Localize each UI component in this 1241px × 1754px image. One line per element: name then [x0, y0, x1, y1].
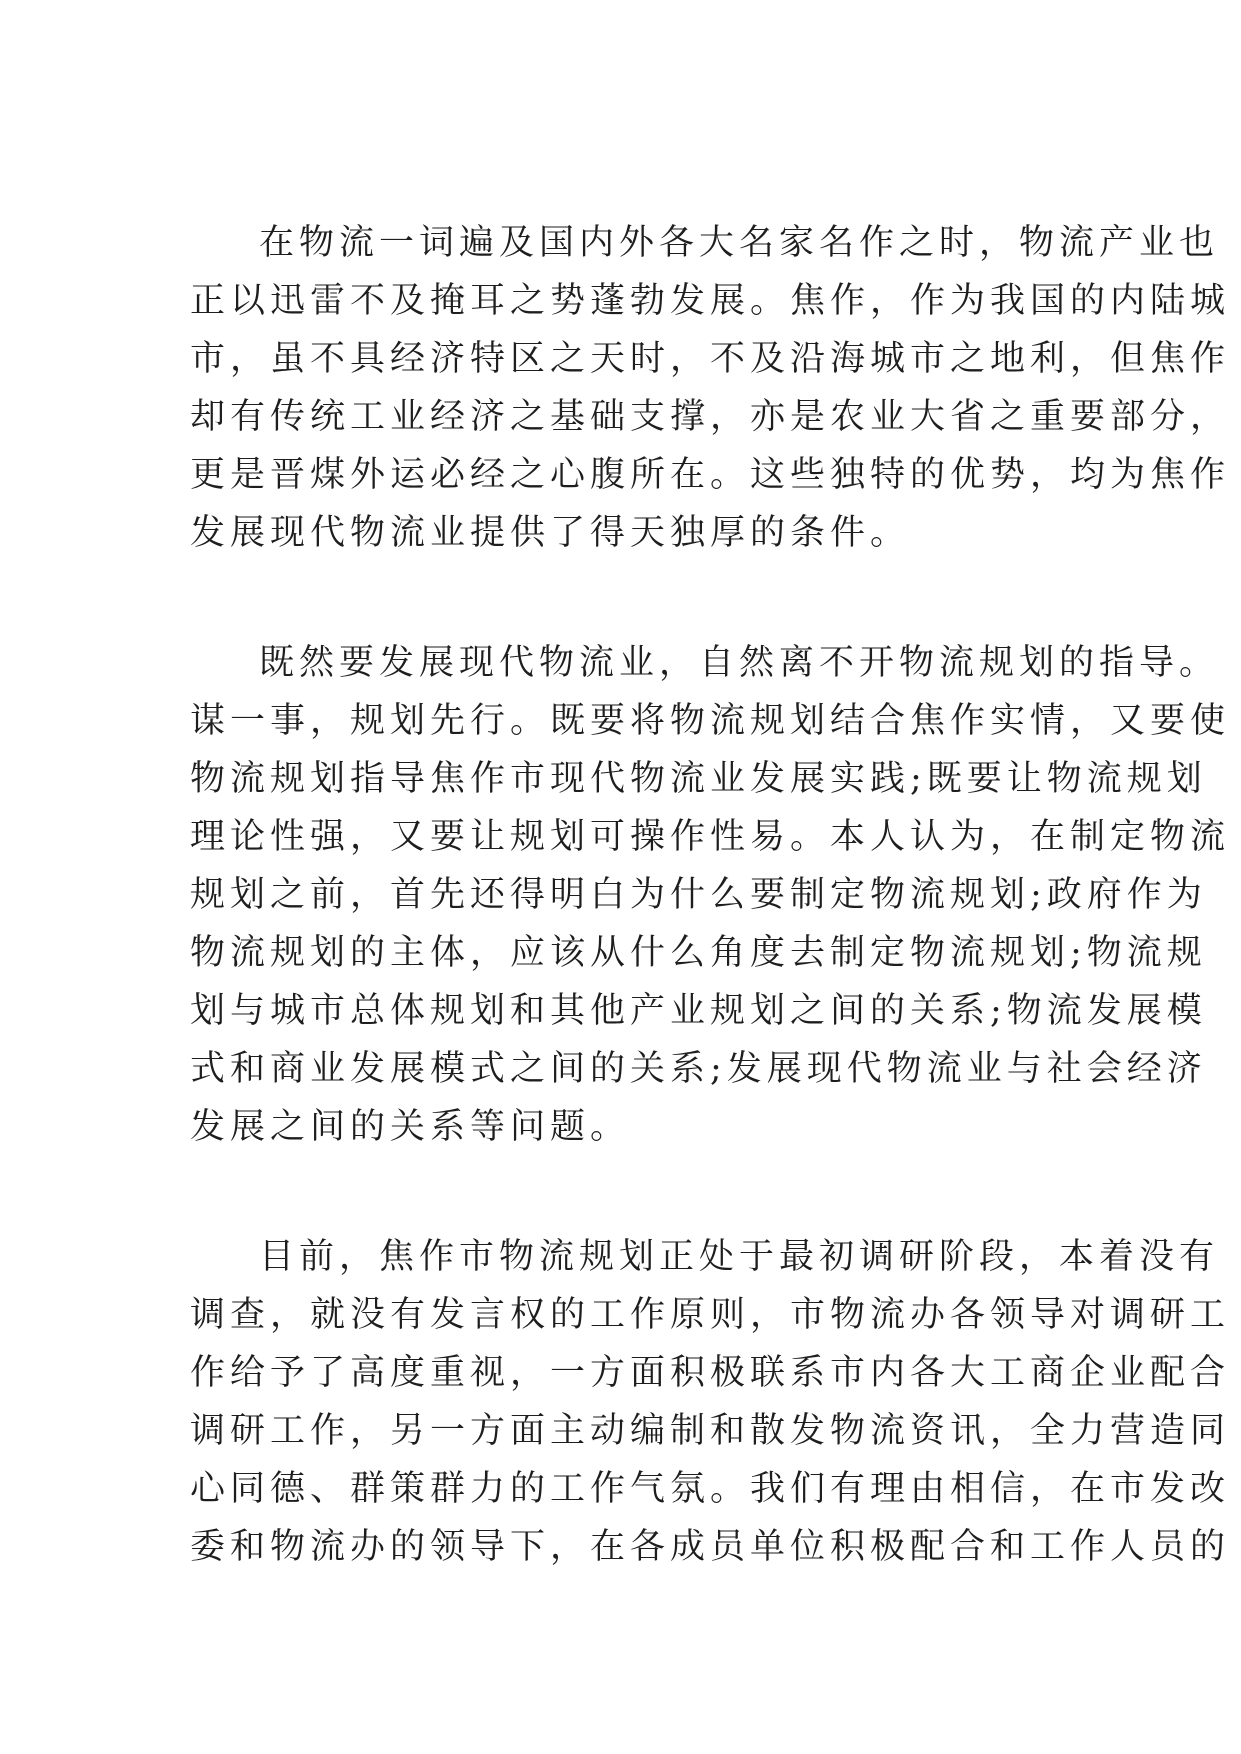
text-line: 物流规划的主体，应该从什么角度去制定物流规划;物流规	[190, 933, 1207, 973]
text-line: 心同德、群策群力的工作气氛。我们有理由相信，在市发改	[190, 1469, 1231, 1509]
text-line: 物流规划指导焦作市现代物流业发展实践;既要让物流规划	[190, 759, 1207, 799]
text-line: 更是晋煤外运必经之心腹所在。这些独特的优势，均为焦作	[190, 455, 1231, 495]
text-line: 发展之间的关系等问题。	[190, 1107, 631, 1147]
paragraph-2	[190, 634, 1231, 1156]
text-line: 划与城市总体规划和其他产业规划之间的关系;物流发展模	[190, 991, 1207, 1031]
text-line: 规划之前，首先还得明白为什么要制定物流规划;政府作为	[190, 875, 1207, 915]
paragraph-3	[190, 1228, 1231, 1576]
text-line: 正以迅雷不及掩耳之势蓬勃发展。焦作，作为我国的内陆城	[190, 281, 1231, 321]
text-line: 既然要发展现代物流业，自然离不开物流规划的指导。	[259, 643, 1220, 683]
text-line: 在物流一词遍及国内外各大名家名作之时，物流产业也	[259, 223, 1220, 263]
text-line: 却有传统工业经济之基础支撑，亦是农业大省之重要部分，	[190, 397, 1231, 437]
text-line: 发展现代物流业提供了得天独厚的条件。	[190, 513, 911, 553]
text-line: 委和物流办的领导下，在各成员单位积极配合和工作人员的	[190, 1527, 1231, 1567]
text-line: 调研工作，另一方面主动编制和散发物流资讯，全力营造同	[190, 1411, 1231, 1451]
text-line: 市，虽不具经济特区之天时，不及沿海城市之地利，但焦作	[190, 339, 1231, 379]
text-line: 调查，就没有发言权的工作原则，市物流办各领导对调研工	[190, 1295, 1231, 1335]
text-line: 理论性强，又要让规划可操作性易。本人认为，在制定物流	[190, 817, 1231, 857]
text-line: 谋一事，规划先行。既要将物流规划结合焦作实情，又要使	[190, 701, 1231, 741]
text-line: 作给予了高度重视，一方面积极联系市内各大工商企业配合	[190, 1353, 1231, 1393]
document-body	[190, 214, 1231, 1576]
text-line: 目前，焦作市物流规划正处于最初调研阶段，本着没有	[259, 1237, 1220, 1277]
text-line: 式和商业发展模式之间的关系;发展现代物流业与社会经济	[190, 1049, 1207, 1089]
paragraph-1	[190, 214, 1231, 562]
